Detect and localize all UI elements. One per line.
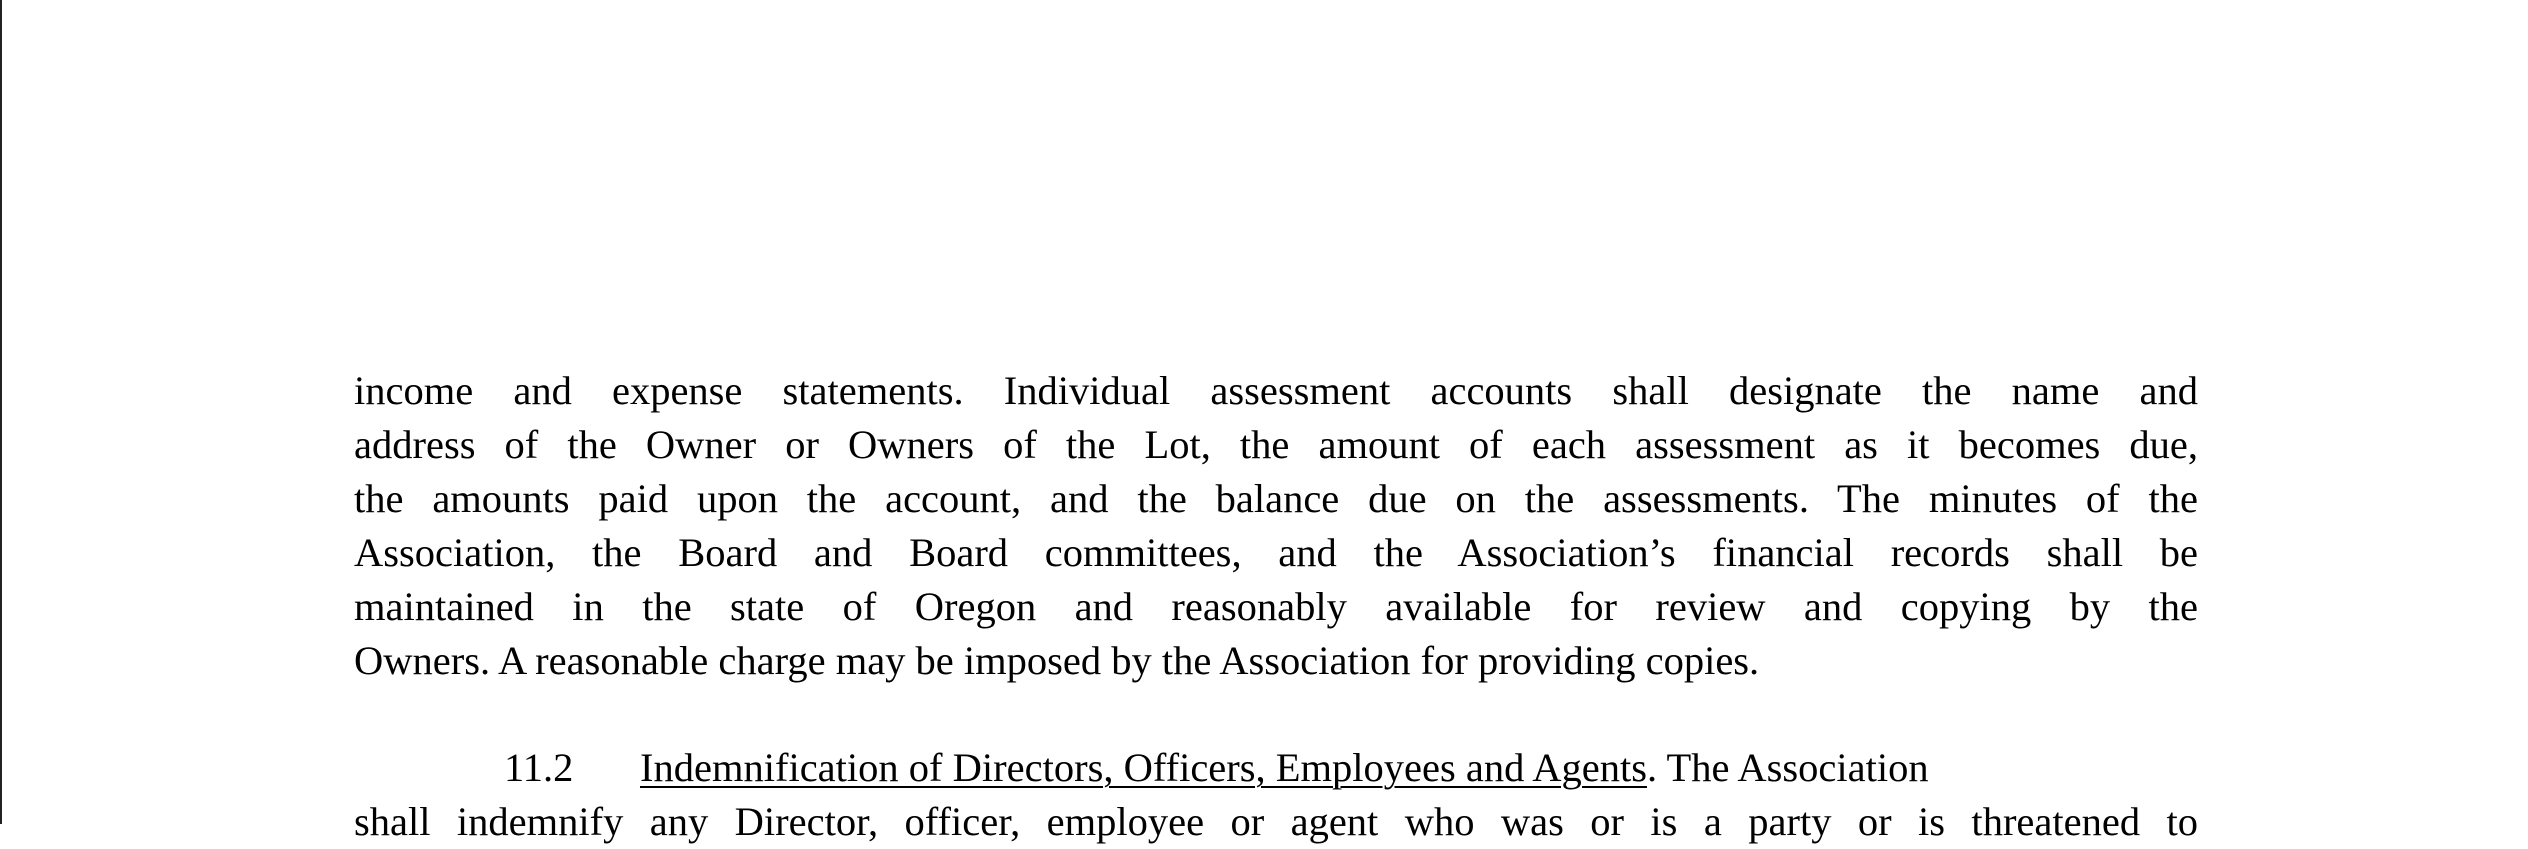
paragraph-line: income and expense statements. Individual assessment accounts shall designate the name and: [354, 368, 2198, 413]
page-left-edge: [0, 0, 2, 824]
section-heading: Indemnification of Directors, Officers, Employees and Agents: [640, 745, 1647, 790]
paragraph-records: [354, 364, 2198, 688]
section-body-line: shall indemnify any Director, officer, employee or agent who was or is a party or is threatened to: [354, 799, 2198, 844]
section-heading-line: [354, 741, 2198, 795]
section-number: 11.2: [504, 745, 574, 790]
paragraph-line: Association, the Board and Board committees, and the Association’s financial records shall be: [354, 530, 2198, 575]
section-11-2: [354, 741, 2198, 849]
paragraph-line: maintained in the state of Oregon and reasonably available for review and copying by the: [354, 584, 2198, 629]
section-heading-continuation: . The Association: [1646, 745, 1929, 790]
paragraph-line: the amounts paid upon the account, and the balance due on the assessments. The minutes of the: [354, 476, 2198, 521]
paragraph-line: address of the Owner or Owners of the Lot, the amount of each assessment as it becomes due,: [354, 422, 2198, 467]
paragraph-line: Owners. A reasonable charge may be imposed by the Association for providing copies.: [354, 638, 1760, 683]
